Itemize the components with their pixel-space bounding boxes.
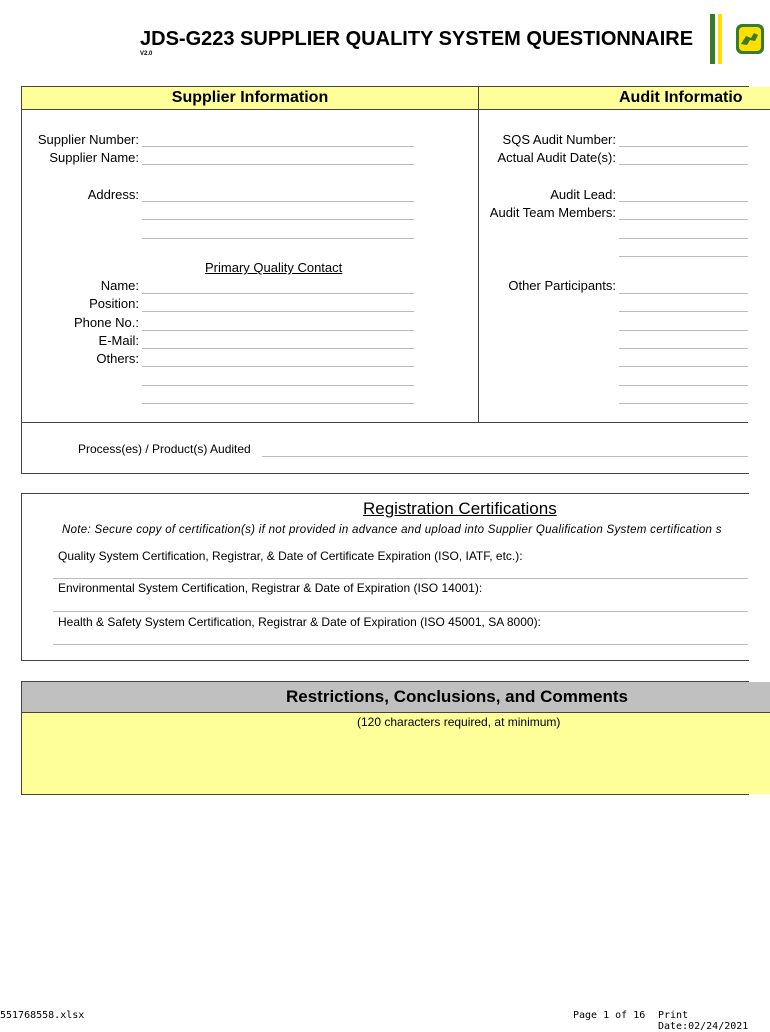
address-field-2[interactable] [142,219,414,220]
sqs-audit-number-label: SQS Audit Number: [502,132,616,147]
others-label: Others: [96,351,139,366]
supplier-number-field[interactable] [142,146,414,147]
primary-contact-heading: Primary Quality Contact [205,260,343,275]
audit-team-field-2[interactable] [619,238,748,239]
health-safety-cert-field[interactable] [53,644,748,645]
participants-field-2[interactable] [619,311,748,312]
quality-cert-label: Quality System Certification, Registrar, & Date of Certificate Expiration (ISO, IATF, etc.): [58,549,523,563]
others-field-1[interactable] [142,366,414,367]
restrictions-title: Restrictions, Conclusions, and Comments [286,687,628,706]
sqs-audit-number-field[interactable] [619,146,748,147]
supplier-info-header: Supplier Information [22,87,478,110]
registration-title: Registration Certifications [363,499,557,518]
audit-team-field-1[interactable] [619,219,748,220]
audit-info-header [479,87,770,110]
page-title: JDS-G223 SUPPLIER QUALITY SYSTEM QUESTIONNAIRE [140,28,694,50]
footer-print-date: Print Date:02/24/2021 [658,1010,749,1032]
audit-team-field-3[interactable] [619,256,748,257]
footer-page-number: Page 1 of 16 [573,1010,646,1021]
participants-field-4[interactable] [619,348,748,349]
process-field[interactable] [262,456,748,457]
email-label: E-Mail: [98,333,139,348]
phone-label: Phone No.: [73,315,139,330]
other-participants-label: Other Participants: [508,278,616,293]
audit-date-label: Actual Audit Date(s): [497,150,616,165]
participants-field-1[interactable] [619,293,748,294]
supplier-number-label: Supplier Number: [37,132,139,147]
audit-info-header-text: Audit Informatio [619,89,743,106]
position-field[interactable] [142,311,414,312]
restrictions-subtitle: (120 characters required, at minimum) [357,715,561,729]
others-field-2[interactable] [142,385,414,386]
environmental-cert-label: Environmental System Certification, Registrar & Date of Expiration (ISO 14001): [58,581,483,595]
participants-field-7[interactable] [619,403,748,404]
audit-date-field[interactable] [619,164,748,165]
phone-field[interactable] [142,330,414,331]
email-field[interactable] [142,348,414,349]
health-safety-cert-label: Health & Safety System Certification, Registrar & Date of Expiration (ISO 45001, SA 8000): [58,615,541,629]
supplier-name-field[interactable] [142,164,414,165]
process-label: Process(es) / Product(s) Audited [78,442,251,456]
participants-field-3[interactable] [619,330,748,331]
audit-lead-label: Audit Lead: [550,187,616,202]
quality-cert-field[interactable] [53,578,748,579]
audit-lead-field[interactable] [619,201,748,202]
contact-name-label: Name: [100,278,139,293]
environmental-cert-field[interactable] [53,611,748,612]
registration-note: Note: Secure copy of certification(s) if not provided in advance and upload into Supplier Qualification System certification s [62,524,722,536]
header-divider [478,87,479,423]
supplier-name-label: Supplier Name: [49,150,139,165]
process-divider [22,422,748,423]
address-field-1[interactable] [142,201,414,202]
address-field-3[interactable] [142,238,414,239]
others-field-3[interactable] [142,403,414,404]
deere-logo-icon [710,14,770,64]
position-label: Position: [89,296,139,311]
address-label: Address: [87,187,139,202]
contact-name-field[interactable] [142,293,414,294]
participants-field-5[interactable] [619,366,748,367]
audit-team-label: Audit Team Members: [489,205,616,220]
version-label: V2.0 [140,51,153,57]
footer-filename: 551768558.xlsx [0,1010,85,1021]
participants-field-6[interactable] [619,385,748,386]
